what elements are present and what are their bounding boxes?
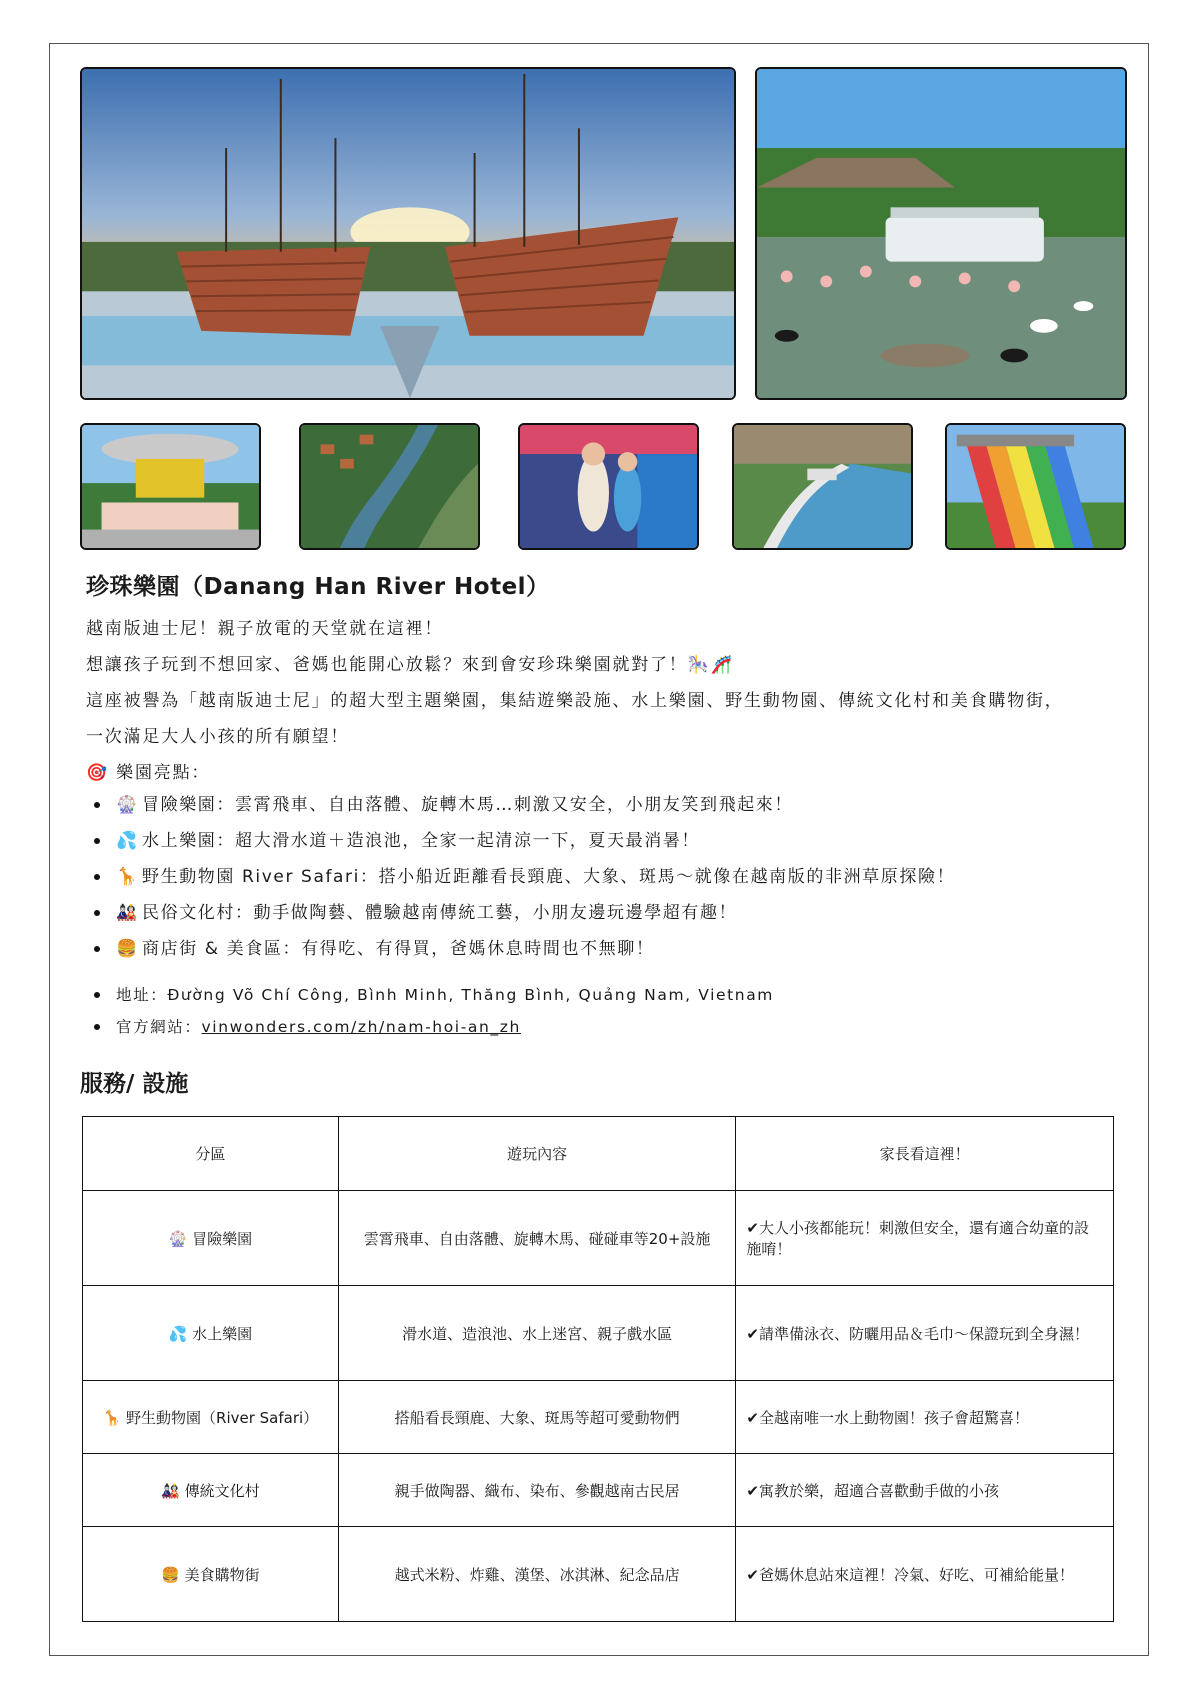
website-link[interactable]: vinwonders.com/zh/nam-hoi-an_zh — [201, 1018, 521, 1036]
page-title: 珍珠樂園（Danang Han River Hotel） — [86, 574, 550, 600]
table-row — [83, 1381, 1114, 1454]
note-cell: ✔大人小孩都能玩！刺激但安全，還有適合幼童的設施唷！ — [736, 1191, 1114, 1286]
aerial-park-photo — [299, 423, 480, 550]
burger-icon: 🍔 — [116, 939, 139, 959]
table-row — [83, 1454, 1114, 1527]
zone-cell: 🎎 傳統文化村 — [83, 1454, 339, 1527]
intro-line-2: 想讓孩子玩到不想回家、爸媽也能開心放鬆？來到會安珍珠樂園就對了！🎠🎢 — [86, 655, 734, 675]
list-item: 🍔 商店街 & 美食區：有得吃、有得買，爸媽休息時間也不無聊！ — [86, 931, 955, 967]
note-cell: ✔爸媽休息站來這裡！冷氣、好吃、可補給能量！ — [736, 1527, 1114, 1622]
list-item: 🦒 野生動物園 River Safari：搭小船近距離看長頸鹿、大象、斑馬～就像在越南版的非洲草原探險！ — [86, 859, 955, 895]
arcade-kids-photo — [518, 423, 699, 550]
boat-channel-photo — [732, 423, 913, 550]
zone-cell: 🦒 野生動物園（River Safari） — [83, 1381, 339, 1454]
column-header: 分區 — [83, 1117, 339, 1191]
ferris-wheel-icon: 🎡 — [116, 795, 139, 815]
dolls-icon: 🎎 — [116, 903, 139, 923]
intro-line-4: 一次滿足大人小孩的所有願望！ — [86, 727, 350, 747]
table-row — [83, 1527, 1114, 1622]
column-header: 遊玩內容 — [338, 1117, 736, 1191]
zone-cell: 🎡 冒險樂園 — [83, 1191, 339, 1286]
content-cell: 滑水道、造浪池、水上迷宮、親子戲水區 — [338, 1286, 736, 1381]
list-item: 🎎 民俗文化村：動手做陶藝、體驗越南傳統工藝，小朋友邊玩邊學超有趣！ — [86, 895, 955, 931]
services-table — [82, 1116, 1114, 1622]
intro-line: 越南版迪士尼！親子放電的天堂就在這裡！ — [86, 619, 444, 639]
note-cell: ✔寓教於樂，超適合喜歡動手做的小孩 — [736, 1454, 1114, 1527]
info-list — [86, 979, 774, 1043]
highlights-heading: 🎯 樂園亮點： — [86, 763, 211, 783]
water-splash-icon: 💦 — [116, 831, 139, 851]
column-header: 家長看這裡！ — [736, 1117, 1114, 1191]
highlights-list — [86, 787, 955, 967]
website-item: 官方網站：vinwonders.com/zh/nam-hoi-an_zh — [86, 1011, 774, 1043]
content-cell: 親手做陶器、織布、染布、參觀越南古民居 — [338, 1454, 736, 1527]
address-item: 地址：Đường Võ Chí Công, Bình Minh, Thăng Bình, Quảng Nam, Vietnam — [86, 979, 774, 1011]
content-cell: 雲霄飛車、自由落體、旋轉木馬、碰碰車等20+設施 — [338, 1191, 736, 1286]
pirate-ship-sunset-photo — [80, 67, 736, 400]
content-cell: 越式米粉、炸雞、漢堡、冰淇淋、紀念品店 — [338, 1527, 736, 1622]
intro-line-3: 這座被譽為「越南版迪士尼」的超大型主題樂園，集結遊樂設施、水上樂園、野生動物園、傳統文化村和美食購物街， — [86, 691, 1064, 711]
swing-ride-photo — [80, 423, 261, 550]
zone-cell: 💦 水上樂園 — [83, 1286, 339, 1381]
water-slide-photo — [945, 423, 1126, 550]
table-row — [83, 1191, 1114, 1286]
river-safari-flamingo-boat-photo — [755, 67, 1127, 400]
note-cell: ✔請準備泳衣、防曬用品＆毛巾～保證玩到全身濕！ — [736, 1286, 1114, 1381]
table-header-row — [83, 1117, 1114, 1191]
list-item: 💦 水上樂園：超大滑水道＋造浪池，全家一起清涼一下，夏天最消暑！ — [86, 823, 955, 859]
giraffe-icon: 🦒 — [116, 867, 139, 887]
content-cell: 搭船看長頸鹿、大象、斑馬等超可愛動物們 — [338, 1381, 736, 1454]
table-row — [83, 1286, 1114, 1381]
note-cell: ✔全越南唯一水上動物園！孩子會超驚喜！ — [736, 1381, 1114, 1454]
zone-cell: 🍔 美食購物街 — [83, 1527, 339, 1622]
list-item: 🎡 冒險樂園：雲霄飛車、自由落體、旋轉木馬…刺激又安全，小朋友笑到飛起來！ — [86, 787, 955, 823]
services-heading: 服務/ 設施 — [80, 1071, 189, 1097]
